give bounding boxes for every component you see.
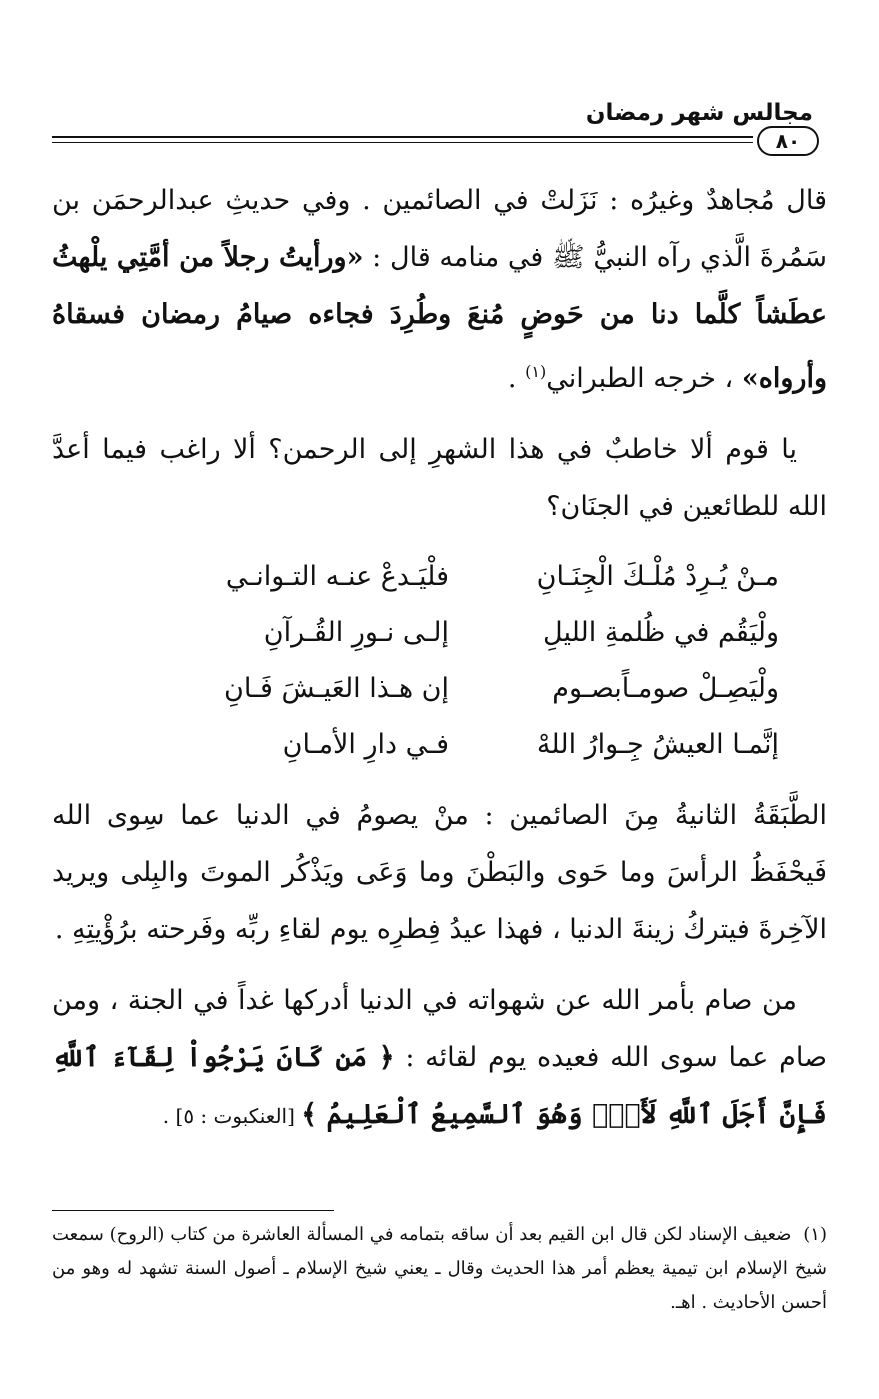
paragraph-4 [52, 972, 827, 1145]
hadith-quote: «ورأيتُ رجلاً من أمَّتِي يلْهثُ عطَشاً كلَّما دنا من حَوضٍ مُنعَ وطُرِدَ فجاءه صيامُ رمضان فسقاهُ وأرواه» [52, 242, 827, 394]
running-title: مجالس شهر رمضان [585, 100, 813, 126]
paragraph-1 [52, 172, 827, 407]
verse-first-half: ولْيَصِـلْ صومـاًبصـوم [552, 673, 779, 704]
p1-end: . [507, 363, 526, 394]
footnote-text: ضعيف الإسناد لكن قال ابن القيم بعد أن ساقه بتمامه في المسألة العاشرة من كتاب (الروح) سمعت شيخ الإسلام ابن تيمية يعظم أمر هذا الحديث وقال ـ يعني شيخ الإسلام ـ أصول السنة تشهد له وهو من أحسن الأحاديث . اهـ. [52, 1224, 827, 1313]
quran-verse: ﴿ مَن كَانَ يَرْجُواْ لِقَآءَ ٱللَّهِ فَإِنَّ أَجَلَ ٱللَّهِ لَأَتٍۚ وَهُوَ ٱلسَّمِيعُ ٱلْعَلِيمُ ﴾ [52, 1042, 827, 1130]
poem-verse [52, 605, 827, 661]
verse-second-half: فـي دارِ الأمـانِ [282, 729, 449, 760]
p4-text: من صام بأمر الله عن شهواته في الدنيا أدركها غداً في الجنة ، ومن صام عما سوى الله فعيده يوم لقائه : [52, 985, 827, 1073]
p1-attribution: ، خرجه الطبراني [546, 363, 742, 394]
page-number: ٨٠ [757, 126, 819, 156]
verse-second-half: فلْيَـدعْ عنـه التـوانـي [225, 561, 449, 592]
paragraph-2: يا قوم ألا خاطبٌ في هذا الشهرِ إلى الرحمن؟ ألا راغب فيما أعدَّ الله للطائعين في الجنَان؟ [52, 434, 827, 522]
paragraph-3: الطَّبَقَةُ الثانيةُ مِنَ الصائمين : منْ يصومُ في الدنيا عما سِوى الله فَيحْفَظُ الرأسَ وما حَوى والبَطْنَ وما وَعَى ويَذْكُر الموتَ والبِلى ويريد الآخِرةَ فيتركُ زينةَ الدنيا ، فهذا عيدُ فِطرِه يوم لقاءِ ربِّه وفَرحته برُؤْيتِهِ . [52, 800, 827, 945]
verse-first-half: مـنْ يُـرِدْ مُلْـكَ الْجِنَـانِ [536, 561, 779, 592]
header-rule-thin [52, 142, 753, 143]
poem-verse [52, 717, 827, 773]
book-page [52, 92, 827, 1342]
main-text [52, 172, 827, 1159]
page-header [52, 92, 827, 158]
poem-verse [52, 549, 827, 605]
footnote-number: (١) [803, 1224, 827, 1245]
p1-text: قال مُجاهدٌ وغيرُه : نَزَلتْ في الصائمين . وفي حديثِ عبدالرحمَن بن سَمُرةَ الَّذي رآه النبيُّ ﷺ في منامه قال : [52, 185, 827, 273]
poem-verse [52, 661, 827, 717]
footnote-divider [52, 1210, 334, 1211]
verse-second-half: إلـى نـورِ القُـرآنِ [263, 617, 449, 648]
footnotes [52, 1218, 827, 1320]
header-rule [52, 136, 753, 138]
verse-second-half: إن هـذا العَيـشَ فَـانِ [223, 673, 449, 704]
surah-reference: [العنكبوت : ٥] . [162, 1104, 302, 1128]
verse-first-half: ولْيَقُم في ظُلمةِ الليلِ [543, 617, 779, 648]
footnote-marker[interactable]: (١) [525, 362, 547, 381]
poem [52, 549, 827, 773]
verse-first-half: إنَّمـا العيشُ جِـوارُ اللهْ [536, 729, 779, 760]
